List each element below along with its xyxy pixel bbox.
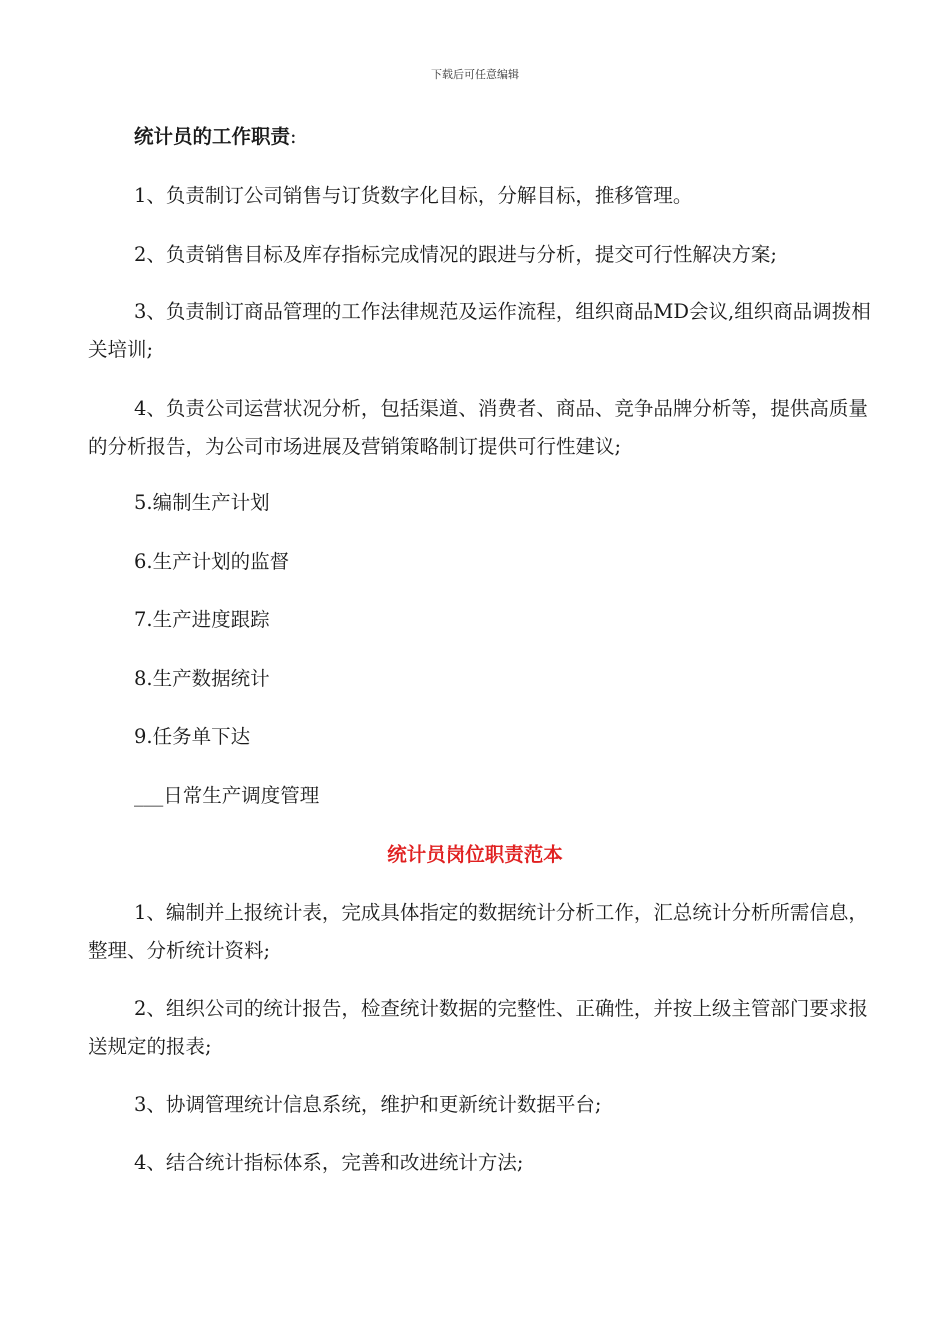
list-item: 5.编制生产计划 bbox=[134, 491, 270, 514]
list-item: 7.生产进度跟踪 bbox=[134, 608, 270, 631]
list-item: 3、负责制订商品管理的工作法律规范及运作流程，组织商品MD会议,组织商品调拨相关培训; bbox=[88, 300, 871, 361]
section-heading bbox=[134, 118, 919, 156]
section-heading-colon: : bbox=[290, 125, 297, 148]
section-title: 统计员岗位职责范本 bbox=[387, 843, 563, 866]
list-item: 2、组织公司的统计报告，检查统计数据的完整性、正确性，并按上级主管部门要求报送规定的报表; bbox=[88, 997, 868, 1058]
list-item: 4、负责公司运营状况分析，包括渠道、消费者、商品、竞争品牌分析等，提供高质量的分析报告，为公司市场进展及营销策略制订提供可行性建议; bbox=[88, 397, 868, 458]
list-item: 6.生产计划的监督 bbox=[134, 550, 290, 573]
list-item: 4、结合统计指标体系，完善和改进统计方法; bbox=[134, 1151, 524, 1174]
list-item: ___日常生产调度管理 bbox=[134, 784, 320, 807]
list-item: 1、编制并上报统计表，完成具体指定的数据统计分析工作，汇总统计分析所需信息，整理、分析统计资料; bbox=[88, 901, 868, 962]
list-item: 3、协调管理统计信息系统，维护和更新统计数据平台; bbox=[134, 1093, 602, 1116]
list-item: 1、负责制订公司销售与订货数字化目标，分解目标，推移管理。 bbox=[134, 184, 693, 207]
section-heading-text: 统计员的工作职责 bbox=[134, 125, 291, 148]
header-note: 下载后可任意编辑 bbox=[431, 68, 519, 81]
list-item: 8.生产数据统计 bbox=[134, 667, 270, 690]
list-item: 2、负责销售目标及库存指标完成情况的跟进与分析，提交可行性解决方案; bbox=[134, 243, 777, 266]
list-item: 9.任务单下达 bbox=[134, 725, 251, 748]
